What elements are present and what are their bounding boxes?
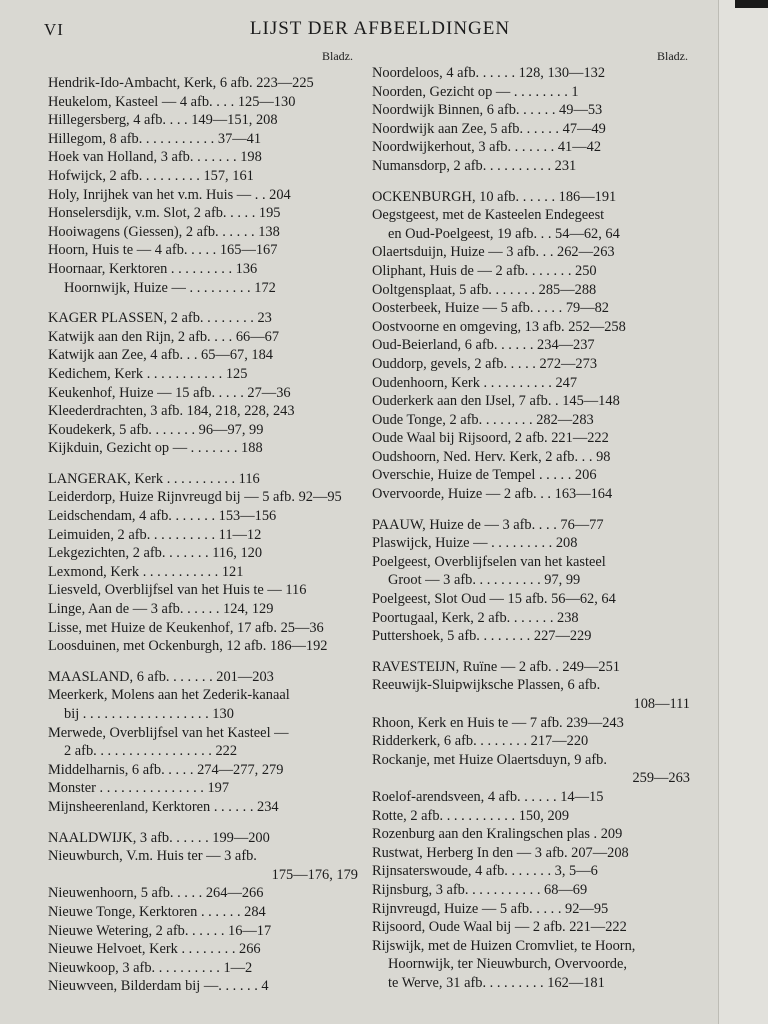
index-entry: Hendrik-Ido-Ambacht, Kerk, 6 afb. 223—225 — [48, 75, 314, 91]
index-entry: Noorden, Gezicht op — . . . . . . . . 1 — [372, 83, 579, 100]
index-letter-group — [372, 188, 690, 504]
index-entry: Rozenburg aan den Kralingschen plas . 209 — [372, 826, 623, 843]
index-letter-group — [48, 829, 358, 996]
index-entry: MAASLAND, 6 afb. . . . . . . 201—203 — [48, 668, 274, 685]
index-entry: Mijnsheerenland, Kerktoren . . . . . . 234 — [48, 798, 279, 815]
index-entry: Ridderkerk, 6 afb. . . . . . . . 217—220 — [372, 733, 589, 750]
index-entry: 108—111 — [633, 696, 690, 712]
index-entry: Hillegom, 8 afb. . . . . . . . . . . 37—41 — [48, 130, 262, 147]
index-entry: Kleederdrachten, 3 afb. 184, 218, 228, 243 — [48, 403, 295, 420]
index-entry: OCKENBURGH, 10 afb. . . . . . 186—191 — [372, 188, 617, 205]
index-entry: PAAUW, Huize de — 3 afb. . . . 76—77 — [372, 516, 604, 533]
index-entry: Lisse, met Huize de Keukenhof, 17 afb. 25—36 — [48, 619, 324, 636]
index-entry: Oegstgeest, met de Kasteelen Endegeest — [372, 207, 605, 224]
index-entry: Oude Tonge, 2 afb. . . . . . . . 282—283 — [372, 411, 594, 428]
index-entry: Rotte, 2 afb. . . . . . . . . . . 150, 209 — [372, 807, 570, 824]
index-entry: Nieuwe Tonge, Kerktoren . . . . . . 284 — [48, 903, 266, 920]
index-entry: Noordwijk Binnen, 6 afb. . . . . . 49—53 — [372, 102, 603, 119]
index-entry: Noordwijk aan Zee, 5 afb. . . . . . 47—49 — [372, 120, 606, 137]
index-entry: Oosterbeek, Huize — 5 afb. . . . . 79—82 — [372, 300, 609, 317]
index-entry: Oudshoorn, Ned. Herv. Kerk, 2 afb. . . 98 — [372, 448, 611, 465]
index-entry: 2 afb. . . . . . . . . . . . . . . . . 222 — [64, 743, 238, 760]
index-letter-group — [372, 64, 690, 176]
index-entry: Nieuwveen, Bilderdam bij —. . . . . . 4 — [48, 978, 269, 995]
index-entry: Olaertsduijn, Huize — 3 afb. . . 262—263 — [372, 244, 615, 261]
index-entry: Reeuwijk-Sluipwijksche Plassen, 6 afb. — [372, 677, 601, 694]
index-entry: Overvoorde, Huize — 2 afb. . . 163—164 — [372, 486, 613, 503]
index-entry: 259—263 — [632, 770, 690, 787]
index-entry: Rockanje, met Huize Olaertsduyn, 9 afb. — [372, 751, 607, 768]
index-entry: Holy, Inrijhek van het v.m. Huis — . . 204 — [48, 186, 291, 203]
index-entry: Rijswijk, met de Huizen Cromvliet, te Hoorn, — [372, 937, 636, 954]
index-entry: Monster . . . . . . . . . . . . . . . 197 — [48, 780, 230, 797]
index-entry: RAVESTEIJN, Ruïne — 2 afb. . 249—251 — [372, 658, 620, 675]
index-entry: Katwijk aan Zee, 4 afb. . . 65—67, 184 — [48, 347, 273, 364]
index-entry: Linge, Aan de — 3 afb. . . . . . 124, 129 — [48, 601, 274, 618]
index-column-left — [48, 48, 358, 1008]
bladz-label-left: Bladz. — [322, 49, 353, 63]
index-entry: Loosduinen, met Ockenburgh, 12 afb. 186—192 — [48, 638, 328, 655]
index-entry: Nieuwkoop, 3 afb. . . . . . . . . . 1—2 — [48, 959, 253, 976]
index-entry: Oudenhoorn, Kerk . . . . . . . . . . 247 — [372, 374, 578, 391]
index-entry: Hooiwagens (Giessen), 2 afb. . . . . . 138 — [48, 223, 280, 240]
index-entry: Oude Waal bij Rijsoord, 2 afb. 221—222 — [372, 430, 609, 447]
index-entry: Hoorn, Huis te — 4 afb. . . . . 165—167 — [48, 242, 278, 259]
index-entry: Nieuwburch, V.m. Huis ter — 3 afb. — [48, 848, 257, 865]
page-header — [40, 18, 720, 42]
index-entry: Leimuiden, 2 afb. . . . . . . . . . 11—12 — [48, 526, 262, 543]
index-entry: Kedichem, Kerk . . . . . . . . . . . 125 — [48, 365, 248, 382]
index-entry: Hoek van Holland, 3 afb. . . . . . . 198 — [48, 149, 262, 166]
index-entry: Roelof-arendsveen, 4 afb. . . . . . 14—15 — [372, 788, 604, 805]
index-letter-group — [48, 74, 358, 297]
bladz-label-right: Bladz. — [657, 49, 688, 63]
page-edge — [718, 0, 768, 1024]
index-entry: Hoornwijk, ter Nieuwburch, Overvoorde, — [388, 956, 627, 973]
index-entry: Numansdorp, 2 afb. . . . . . . . . . 231 — [372, 157, 577, 174]
index-letter-group — [48, 470, 358, 656]
index-entry: Nieuwe Wetering, 2 afb. . . . . . 16—17 — [48, 922, 272, 939]
index-entry: Hofwijck, 2 afb. . . . . . . . . 157, 161 — [48, 167, 254, 184]
index-entry: Leiderdorp, Huize Rijnvreugd bij — 5 afb. 92—95 — [48, 489, 342, 506]
index-entry: Middelharnis, 6 afb. . . . . 274—277, 279 — [48, 761, 284, 778]
index-entry: Groot — 3 afb. . . . . . . . . . 97, 99 — [388, 572, 581, 589]
index-entry: Ouddorp, gevels, 2 afb. . . . . 272—273 — [372, 355, 598, 372]
index-entry: Plaswijck, Huize — . . . . . . . . . 208 — [372, 535, 578, 552]
index-entry: Koudekerk, 5 afb. . . . . . . 96—97, 99 — [48, 421, 264, 438]
index-letter-group — [372, 516, 690, 646]
index-entry: Kijkduin, Gezicht op — . . . . . . . 188 — [48, 440, 263, 457]
index-letter-group — [372, 658, 690, 993]
index-entry: Nieuwenhoorn, 5 afb. . . . . 264—266 — [48, 885, 264, 902]
index-entry: Rijnsburg, 3 afb. . . . . . . . . . . 68—69 — [372, 881, 588, 898]
index-entry: Overschie, Huize de Tempel . . . . . 206 — [372, 467, 597, 484]
index-entry: Lexmond, Kerk . . . . . . . . . . . 121 — [48, 563, 244, 580]
index-entry: Oliphant, Huis de — 2 afb. . . . . . . 250 — [372, 262, 597, 279]
index-entry: Keukenhof, Huize — 15 afb. . . . . 27—36 — [48, 384, 291, 401]
index-entry: Oostvoorne en omgeving, 13 afb. 252—258 — [372, 318, 626, 335]
index-letter-group — [48, 309, 358, 458]
index-entry: bij . . . . . . . . . . . . . . . . . . 130 — [64, 706, 234, 722]
index-entry: Leidschendam, 4 afb. . . . . . . 153—156 — [48, 508, 277, 525]
index-entry: Honselersdijk, v.m. Slot, 2 afb. . . . . 195 — [48, 205, 281, 222]
index-entry: LANGERAK, Kerk . . . . . . . . . . 116 — [48, 470, 260, 487]
index-entry: Katwijk aan den Rijn, 2 afb. . . . 66—67 — [48, 328, 280, 345]
index-letter-group — [48, 668, 358, 817]
index-entry: Puttershoek, 5 afb. . . . . . . . 227—229 — [372, 628, 592, 645]
index-entry: te Werve, 31 afb. . . . . . . . . 162—181 — [388, 974, 605, 991]
index-entry: Merwede, Overblijfsel van het Kasteel — — [48, 724, 289, 741]
index-entry: Hoornaar, Kerktoren . . . . . . . . . 136 — [48, 260, 258, 277]
index-entry: Liesveld, Overblijfsel van het Huis te — 116 — [48, 582, 307, 599]
index-entry: Rijnvreugd, Huize — 5 afb. . . . . 92—95 — [372, 900, 609, 917]
index-entry: Rijsoord, Oude Waal bij — 2 afb. 221—222 — [372, 919, 627, 936]
index-entry: 175—176, 179 — [271, 866, 358, 883]
index-entry: Lekgezichten, 2 afb. . . . . . . 116, 120 — [48, 545, 263, 562]
index-entry: Ooltgensplaat, 5 afb. . . . . . . 285—288 — [372, 281, 597, 298]
index-entry: Hoornwijk, Huize — . . . . . . . . . 172 — [64, 279, 276, 296]
page-title: LIJST DER AFBEELDINGEN — [249, 18, 511, 39]
index-entry: Heukelom, Kasteel — 4 afb. . . . 125—130 — [48, 93, 296, 110]
index-entry: en Oud-Poelgeest, 19 afb. . . 54—62, 64 — [388, 225, 620, 242]
index-entry: Oud-Beierland, 6 afb. . . . . . 234—237 — [372, 337, 595, 354]
index-entry: Poelgeest, Overblijfselen van het kasteel — [372, 553, 606, 570]
page-number: VI — [44, 20, 64, 39]
index-entry: Rhoon, Kerk en Huis te — 7 afb. 239—243 — [372, 714, 624, 731]
index-entry: Poortugaal, Kerk, 2 afb. . . . . . . 238 — [372, 609, 579, 626]
index-entry: Ouderkerk aan den IJsel, 7 afb. . 145—148 — [372, 393, 620, 410]
index-entry: Noordwijkerhout, 3 afb. . . . . . . 41—42 — [372, 139, 602, 156]
index-entry: Noordeloos, 4 afb. . . . . . 128, 130—132 — [372, 65, 606, 81]
index-entry: Hillegersberg, 4 afb. . . . 149—151, 208 — [48, 112, 278, 129]
index-entry: KAGER PLASSEN, 2 afb. . . . . . . . 23 — [48, 310, 272, 327]
index-column-right — [372, 48, 690, 1005]
index-entry: Nieuwe Helvoet, Kerk . . . . . . . . 266 — [48, 941, 261, 958]
index-entry: Rustwat, Herberg In den — 3 afb. 207—208 — [372, 844, 629, 861]
index-entry: Poelgeest, Slot Oud — 15 afb. 56—62, 64 — [372, 591, 616, 608]
index-entry: Rijnsaterswoude, 4 afb. . . . . . . 3, 5—6 — [372, 863, 598, 880]
index-entry: NAALDWIJK, 3 afb. . . . . . 199—200 — [48, 829, 270, 846]
index-entry: Meerkerk, Molens aan het Zederik-kanaal — [48, 687, 290, 704]
